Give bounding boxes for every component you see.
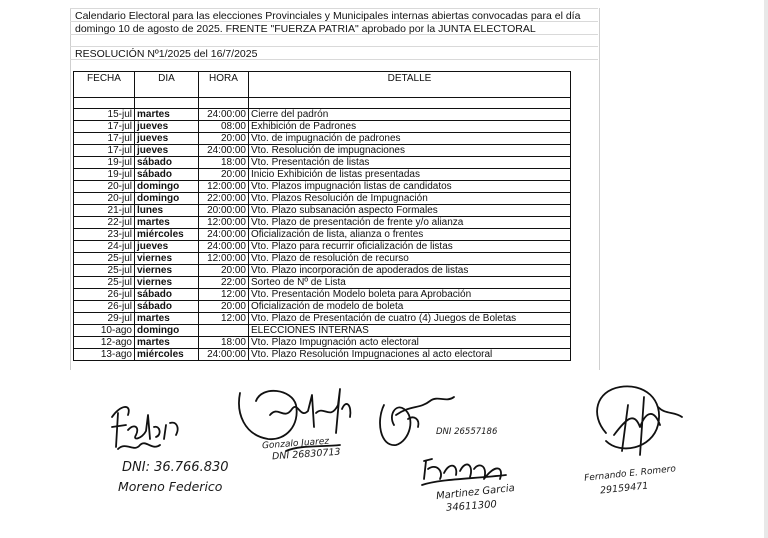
detalle-cell: Vto. Plazo subsanación aspecto Formales xyxy=(249,205,571,217)
dia-cell: lunes xyxy=(135,205,199,217)
table-row xyxy=(74,193,571,205)
dia-cell: jueves xyxy=(135,145,199,157)
detalle-cell: Vto. Plazo de resolución de recurso xyxy=(249,253,571,265)
table-row xyxy=(74,289,571,301)
table-spacer-row xyxy=(74,98,571,109)
sheet-gridline xyxy=(70,46,598,47)
hora-cell: 12:00:00 xyxy=(199,217,249,229)
detalle-cell: Vto. Presentación de listas xyxy=(249,157,571,169)
dia-cell: domingo xyxy=(135,181,199,193)
header-line-1: Calendario Electoral para las elecciones Provinciales y Municipales internas abiertas convocadas para el día xyxy=(75,10,581,22)
table-row xyxy=(74,325,571,337)
signature-1-name: Moreno Federico xyxy=(118,479,223,494)
empty-cell xyxy=(249,98,571,109)
table-body xyxy=(74,109,571,361)
hora-cell: 08:00 xyxy=(199,121,249,133)
hora-cell: 24:00:00 xyxy=(199,241,249,253)
table-header-row xyxy=(74,72,571,98)
detalle-cell: Oficialización de modelo de boleta xyxy=(249,301,571,313)
dia-cell: miércoles xyxy=(135,229,199,241)
hora-cell: 18:00 xyxy=(199,157,249,169)
fecha-cell: 17-jul xyxy=(74,145,135,157)
fecha-cell: 17-jul xyxy=(74,121,135,133)
dia-cell: viernes xyxy=(135,277,199,289)
fecha-cell: 25-jul xyxy=(74,277,135,289)
fecha-cell: 26-jul xyxy=(74,289,135,301)
hora-cell: 12:00:00 xyxy=(199,181,249,193)
fecha-cell: 29-jul xyxy=(74,313,135,325)
fecha-cell: 15-jul xyxy=(74,109,135,121)
fecha-cell: 21-jul xyxy=(74,205,135,217)
table-row xyxy=(74,277,571,289)
fecha-cell: 19-jul xyxy=(74,169,135,181)
table-row xyxy=(74,205,571,217)
dia-cell: viernes xyxy=(135,265,199,277)
detalle-cell: Vto. Plazo para recurrir oficialización de listas xyxy=(249,241,571,253)
empty-cell xyxy=(135,98,199,109)
fecha-cell: 20-jul xyxy=(74,181,135,193)
dia-cell: miércoles xyxy=(135,349,199,361)
sheet-gridline xyxy=(70,8,598,9)
detalle-cell: ELECCIONES INTERNAS xyxy=(249,325,571,337)
table-row xyxy=(74,253,571,265)
dia-cell: jueves xyxy=(135,133,199,145)
detalle-cell: Oficialización de lista, alianza o frentes xyxy=(249,229,571,241)
detalle-cell: Vto. Plazos impugnación listas de candidatos xyxy=(249,181,571,193)
table-row xyxy=(74,145,571,157)
signature-2-name: Gonzalo Juarez xyxy=(261,436,330,452)
table-row xyxy=(74,181,571,193)
signature-4-scribble xyxy=(597,386,682,455)
dia-cell: sábado xyxy=(135,169,199,181)
detalle-cell: Vto. Plazo Impugnación acto electoral xyxy=(249,337,571,349)
signatures-area xyxy=(0,375,768,538)
dia-cell: domingo xyxy=(135,325,199,337)
dia-cell: sábado xyxy=(135,301,199,313)
dia-cell: jueves xyxy=(135,241,199,253)
fecha-cell: 19-jul xyxy=(74,157,135,169)
dia-cell: martes xyxy=(135,217,199,229)
dia-cell: martes xyxy=(135,109,199,121)
table-row xyxy=(74,133,571,145)
fecha-cell: 10-ago xyxy=(74,325,135,337)
signature-1-scribble xyxy=(112,407,178,449)
column-header-dia: DIA xyxy=(135,72,199,98)
signature-3b-scribble xyxy=(422,459,506,485)
dia-cell: martes xyxy=(135,313,199,325)
detalle-cell: Sorteo de Nº de Lista xyxy=(249,277,571,289)
hora-cell: 22:00:00 xyxy=(199,193,249,205)
dia-cell: martes xyxy=(135,337,199,349)
dia-cell: viernes xyxy=(135,253,199,265)
hora-cell: 20:00 xyxy=(199,133,249,145)
fecha-cell: 25-jul xyxy=(74,265,135,277)
fecha-cell: 12-ago xyxy=(74,337,135,349)
hora-cell: 20:00 xyxy=(199,265,249,277)
signature-1-dni: DNI: 36.766.830 xyxy=(122,460,229,475)
signature-4-dni: 29159471 xyxy=(599,480,649,497)
table-row xyxy=(74,121,571,133)
column-header-detalle: DETALLE xyxy=(249,72,571,98)
table-row xyxy=(74,109,571,121)
detalle-cell: Vto. Plazo de presentación de frente y/o alianza xyxy=(249,217,571,229)
hora-cell: 20:00:00 xyxy=(199,205,249,217)
fecha-cell: 24-jul xyxy=(74,241,135,253)
dia-cell: domingo xyxy=(135,193,199,205)
detalle-cell: Vto. Resolución de impugnaciones xyxy=(249,145,571,157)
table-row xyxy=(74,301,571,313)
table-row xyxy=(74,241,571,253)
calendar-table xyxy=(73,71,571,361)
hora-cell: 24:00:00 xyxy=(199,229,249,241)
hora-cell: 24:00:00 xyxy=(199,145,249,157)
hora-cell: 12:00:00 xyxy=(199,253,249,265)
table-row xyxy=(74,265,571,277)
table-row xyxy=(74,157,571,169)
fecha-cell: 26-jul xyxy=(74,301,135,313)
signature-3-name: Martinez Garcia xyxy=(435,482,516,503)
signature-2-dni: DNI 26830713 xyxy=(271,446,341,463)
fecha-cell: 20-jul xyxy=(74,193,135,205)
table-row xyxy=(74,229,571,241)
fecha-cell: 23-jul xyxy=(74,229,135,241)
detalle-cell: Vto. Plazo Resolución Impugnaciones al acto electoral xyxy=(249,349,571,361)
detalle-cell: Cierre del padrón xyxy=(249,109,571,121)
fecha-cell: 13-ago xyxy=(74,349,135,361)
hora-cell xyxy=(199,325,249,337)
header-line-2: domingo 10 de agosto de 2025. FRENTE "FUERZA PATRIA" aprobado por la JUNTA ELECTORAL xyxy=(75,23,536,35)
table-row xyxy=(74,217,571,229)
table-row xyxy=(74,313,571,325)
column-header-fecha: FECHA xyxy=(74,72,135,98)
dia-cell: jueves xyxy=(135,121,199,133)
hora-cell: 12:00 xyxy=(199,313,249,325)
signature-3-dni: DNI 26557186 xyxy=(436,427,498,437)
signature-4-name: Fernando E. Romero xyxy=(583,464,677,484)
signature-strokes xyxy=(0,375,768,538)
hora-cell: 18:00 xyxy=(199,337,249,349)
fecha-cell: 22-jul xyxy=(74,217,135,229)
empty-cell xyxy=(199,98,249,109)
hora-cell: 20:00 xyxy=(199,169,249,181)
detalle-cell: Vto. Plazo incorporación de apoderados de listas xyxy=(249,265,571,277)
detalle-cell: Inicio Exhibición de listas presentadas xyxy=(249,169,571,181)
hora-cell: 20:00 xyxy=(199,301,249,313)
hora-cell: 24:00:00 xyxy=(199,349,249,361)
fecha-cell: 25-jul xyxy=(74,253,135,265)
detalle-cell: Vto. Plazos Resolución de Impugnación xyxy=(249,193,571,205)
column-header-hora: HORA xyxy=(199,72,249,98)
table-row xyxy=(74,337,571,349)
signature-3-scribble xyxy=(380,397,454,445)
dia-cell: sábado xyxy=(135,157,199,169)
detalle-cell: Vto. Plazo de Presentación de cuatro (4) Juegos de Boletas xyxy=(249,313,571,325)
dia-cell: sábado xyxy=(135,289,199,301)
hora-cell: 12:00 xyxy=(199,289,249,301)
hora-cell: 22:00 xyxy=(199,277,249,289)
table-row xyxy=(74,349,571,361)
detalle-cell: Vto. Presentación Modelo boleta para Aprobación xyxy=(249,289,571,301)
detalle-cell: Vto. de impugnación de padrones xyxy=(249,133,571,145)
table-row xyxy=(74,169,571,181)
detalle-cell: Exhibición de Padrones xyxy=(249,121,571,133)
resolution-line: RESOLUCIÓN Nº1/2025 del 16/7/2025 xyxy=(75,48,258,60)
hora-cell: 24:00:00 xyxy=(199,109,249,121)
fecha-cell: 17-jul xyxy=(74,133,135,145)
empty-cell xyxy=(74,98,135,109)
signature-3-number: 34611300 xyxy=(445,499,498,514)
